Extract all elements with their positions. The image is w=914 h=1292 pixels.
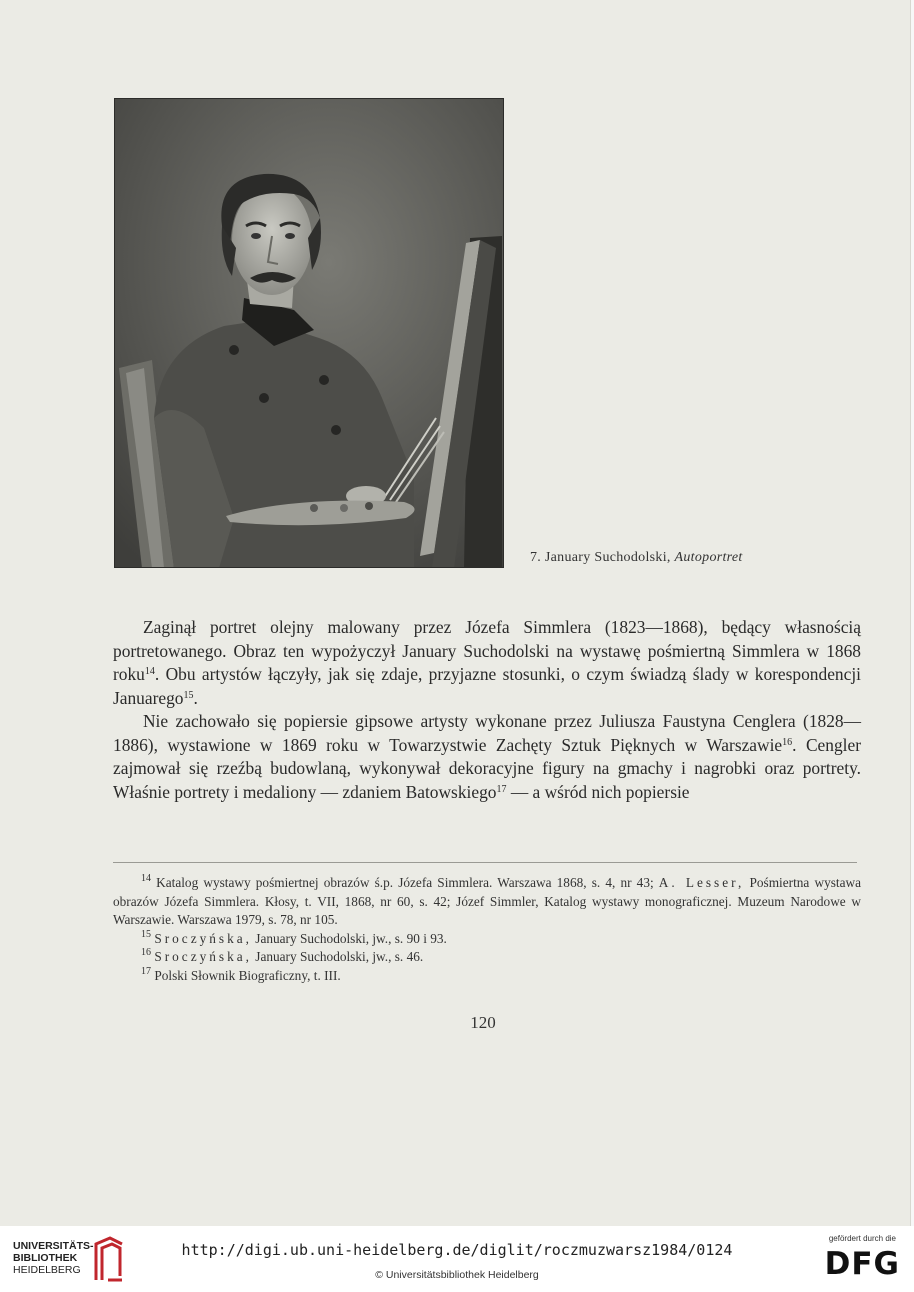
footnote-14 — [113, 874, 861, 930]
document-url-link[interactable]: http://digi.ub.uni-heidelberg.de/diglit/roczmuzwarsz1984/0124 — [181, 1241, 733, 1259]
body-text — [113, 616, 861, 804]
page-number: 120 — [470, 1013, 496, 1032]
footnote-divider — [113, 862, 857, 863]
copyright-notice: © Universitätsbibliothek Heidelberg — [375, 1269, 539, 1281]
footnote-ref-15: 15 — [183, 689, 194, 701]
footnote-text: Pośmiertna wystawa obrazów Józefa Simmlera. Kłosy, t. VII, 1868, nr 60, s. 42; Józef Simmler, Katalog wystawy monograficznej. Muzeum Narodowe w Warszawie. Warszawa 1979, s. 78, nr 105. — [113, 875, 861, 927]
footnote-text: January Suchodolski, jw., s. 46. — [251, 949, 424, 964]
footnote-text: Polski Słownik Biograficzny, t. III. — [154, 967, 341, 983]
funded-by-label: gefördert durch die — [828, 1234, 896, 1243]
footnote-ref-14: 14 — [144, 666, 155, 677]
caption-number: 7. — [530, 550, 542, 565]
footnote-author: Sroczyńska, — [154, 949, 252, 964]
footnote-text: January Suchodolski, jw., s. 90 i 93. — [251, 930, 447, 946]
p1-text-b: . Obu artystów łączyły, jak się zdaje, przyjazne stosunki, o czym świadzą ślady w korespondencji Januarego — [113, 664, 861, 708]
logo-line: UNIVERSITÄTS- — [13, 1240, 94, 1252]
footnote-number: 14 — [141, 873, 151, 884]
footnotes — [113, 874, 861, 985]
p1-text-a: Zaginął portret olejny malowany przez Józefa Simmlera (1823—1868), będący własnością portretowanego. Obraz ten wypożyczył January Suchodolski na wystawę pośmiertną Simmlera w 1868 roku — [113, 617, 861, 684]
paragraph-1 — [113, 616, 861, 710]
footnote-ref-16: 16 — [782, 736, 793, 748]
logo-line: HEIDELBERG — [13, 1264, 81, 1276]
footnote-author: A. Lesser, — [658, 875, 745, 890]
footnote-16 — [113, 948, 861, 967]
footnote-17 — [113, 967, 861, 986]
footnote-author: Sroczyńska, — [154, 930, 252, 946]
footnote-number: 16 — [141, 947, 151, 958]
p2-text-c: — a wśród nich popiersie — [506, 781, 690, 802]
footnote-text: Katalog wystawy pośmiertnej obrazów ś.p. Józefa Simmlera. Warszawa 1868, s. 4, nr 43; — [156, 875, 659, 890]
caption-title: Autoportret — [674, 550, 743, 565]
figure-caption — [530, 550, 743, 566]
caption-author: January Suchodolski, — [544, 550, 671, 565]
footnote-15 — [113, 930, 861, 949]
p2-text-b: . Cengler zajmował się rzeźbą budowlaną, wykonywał dekoracyjne figury na gmachy i nagrobki oraz portrety. Właśnie portrety i medaliony — zdaniem Batowskiego — [113, 734, 861, 802]
footer-bar — [0, 1226, 914, 1292]
dfg-logo[interactable]: DFG — [824, 1246, 900, 1282]
portrait-illustration — [114, 98, 504, 568]
paragraph-2 — [113, 710, 861, 804]
portrait-image — [114, 98, 504, 568]
logo-line: BIBLIOTHEK — [13, 1252, 78, 1264]
footnote-ref-17: 17 — [496, 783, 507, 795]
page-edge — [910, 0, 914, 1226]
footnote-number: 17 — [141, 965, 151, 977]
footnote-number: 15 — [141, 928, 151, 940]
p1-text-c: . — [193, 687, 198, 708]
p2-text-a: Nie zachowało się popiersie gipsowe artysty wykonane przez Juliusza Faustyna Cenglera (1828—1886), wystawione w 1869 roku w Towarzystwie Zachęty Sztuk Pięknych w Warszawie — [113, 711, 861, 755]
